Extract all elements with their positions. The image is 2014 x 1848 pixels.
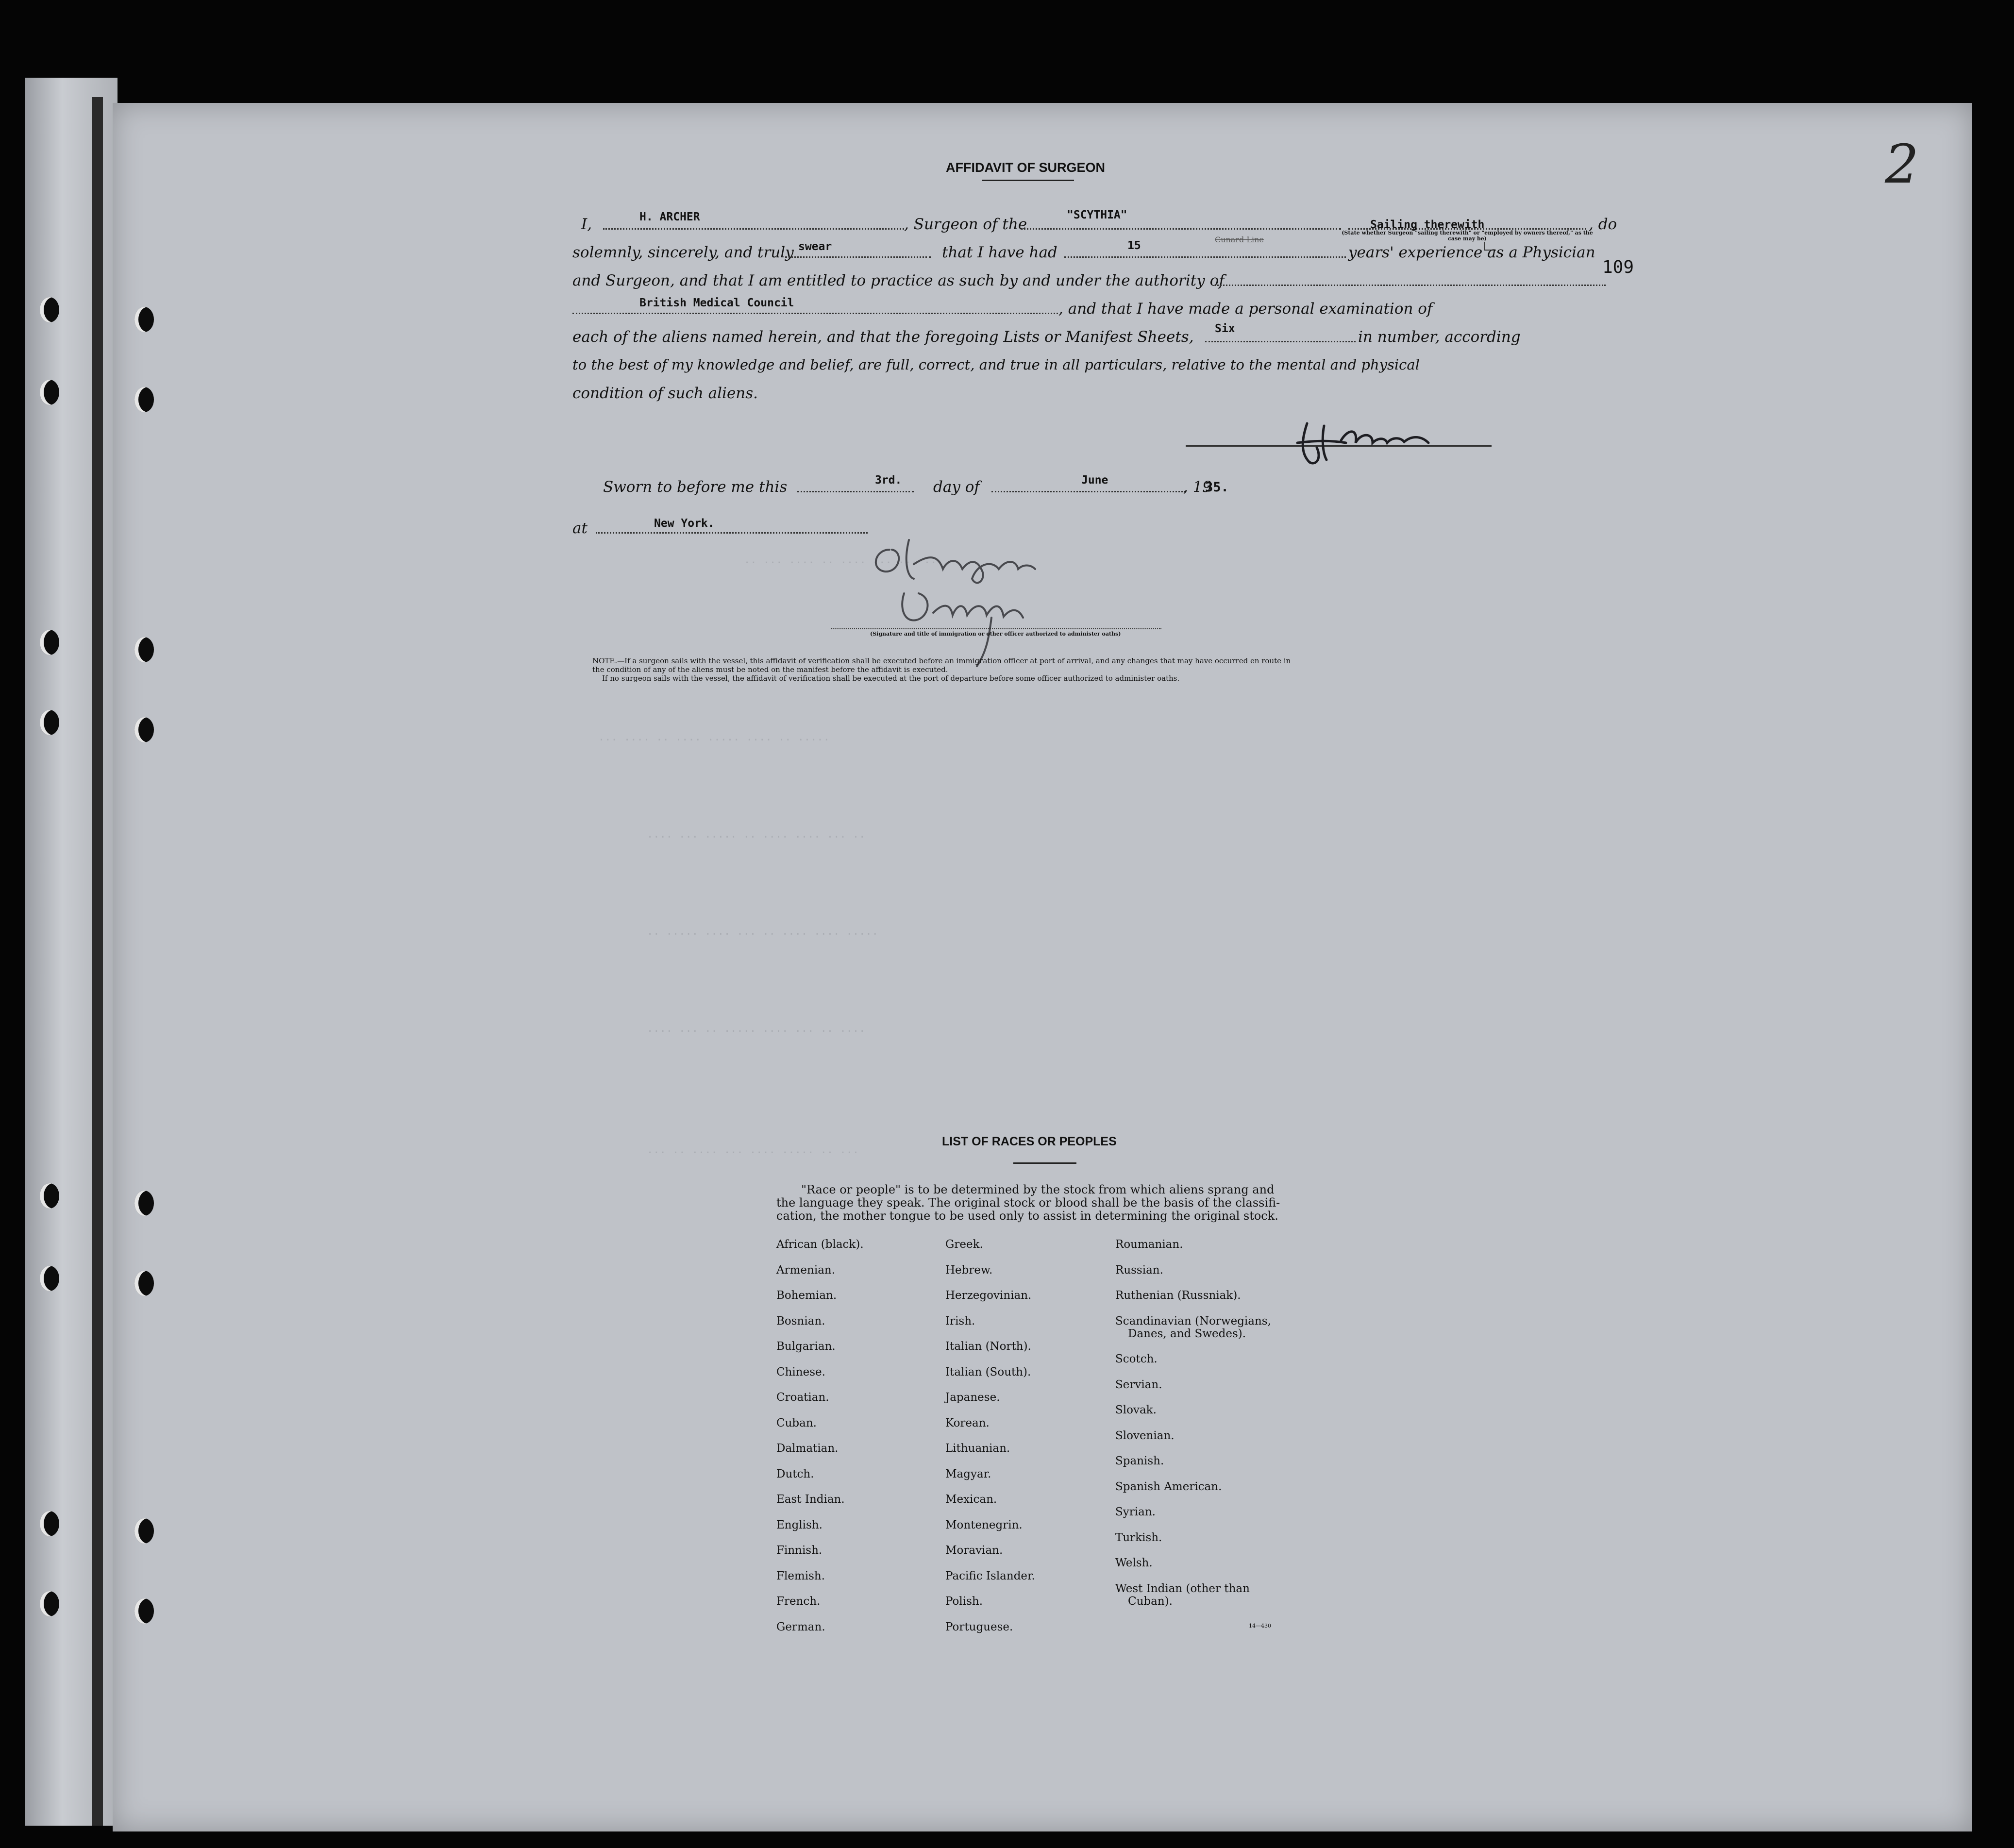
punch-hole	[134, 1191, 154, 1216]
text-and-surgeon: and Surgeon, and that I am entitled to practice as such by and under the authority of	[572, 272, 1225, 289]
bleed-through-text: ·· ····· ···· ··· ·· ···· ···· ·····	[647, 928, 878, 941]
fill-line	[797, 491, 914, 492]
note-line-1: NOTE.—If a surgeon sails with the vessel, this affidavit of verification shall be executed before an immigration officer at port of arrival, and any changes that may have occurred en route in	[592, 656, 1291, 665]
sheet-count: Six	[1215, 322, 1235, 335]
race-item: Spanish American.	[1115, 1480, 1222, 1493]
text-years-exp: years' experience as a Physician	[1348, 244, 1595, 261]
punch-hole	[40, 1266, 59, 1291]
race-item: Bohemian.	[776, 1289, 837, 1302]
fill-line	[1021, 228, 1341, 230]
punch-hole	[134, 387, 154, 412]
fill-line	[1215, 285, 1606, 286]
sailing-status: Sailing therewith	[1370, 218, 1485, 231]
sworn-year: 35.	[1205, 480, 1229, 495]
race-item: Italian (North).	[945, 1340, 1031, 1353]
race-item: Bulgarian.	[776, 1340, 836, 1353]
races-intro-2: the language they speak. The original stock or blood shall be the basis of the classifi-	[776, 1196, 1280, 1210]
authority: British Medical Council	[639, 297, 794, 309]
race-item: Chinese.	[776, 1365, 825, 1378]
text-solemnly: solemnly, sincerely, and truly	[572, 244, 794, 261]
race-item: Welsh.	[1115, 1557, 1153, 1569]
text-in-number: in number, according	[1358, 328, 1521, 346]
race-item: Syrian.	[1115, 1506, 1156, 1518]
punch-hole	[134, 1598, 154, 1624]
sworn-place: New York.	[654, 517, 715, 530]
race-item: Ruthenian (Russniak).	[1115, 1289, 1241, 1302]
punch-hole	[40, 630, 59, 655]
text-year-prefix: , 19	[1183, 478, 1212, 496]
punch-hole	[134, 637, 154, 662]
text-sworn: Sworn to before me this	[603, 478, 788, 496]
oath-type: swear	[798, 240, 832, 253]
race-item: Slovak.	[1115, 1404, 1157, 1416]
race-item: Moravian.	[945, 1544, 1003, 1557]
race-item: Scotch.	[1115, 1353, 1158, 1365]
race-item: Finnish.	[776, 1544, 822, 1557]
races-column-3	[1115, 1238, 1271, 1620]
text-surgeon-of: , Surgeon of the	[904, 216, 1027, 233]
punch-hole	[40, 1183, 59, 1209]
race-item: Scandinavian (Norwegians,	[1115, 1314, 1271, 1327]
note-line-3: If no surgeon sails with the vessel, the affidavit of verification shall be executed at the port of departure before some officer authorized to administer oaths.	[602, 674, 1180, 683]
races-column-1	[776, 1238, 864, 1646]
bleed-through-text: ···· ··· ····· ·· ···· ···· ··· ··	[647, 831, 866, 843]
ship-name: "SCYTHIA"	[1067, 209, 1127, 221]
race-item: Flemish.	[776, 1569, 825, 1582]
fill-line	[1064, 256, 1346, 258]
text-at: at	[572, 520, 587, 537]
bleed-through-text: ··· ·· ···· ··· ···· ····· ·· ···	[647, 1147, 859, 1159]
text-day-of: day of	[933, 478, 980, 496]
text-to-the-best: to the best of my knowledge and belief, are full, correct, and true in all particulars, relative to the mental and physical	[572, 356, 1420, 373]
race-item: Dutch.	[776, 1467, 814, 1480]
race-item: Irish.	[945, 1314, 975, 1327]
race-item: Spanish.	[1115, 1455, 1164, 1467]
race-item: Armenian.	[776, 1263, 836, 1277]
text-personal-exam: , and that I have made a personal examination of	[1058, 300, 1433, 318]
race-item: Croatian.	[776, 1391, 829, 1404]
races-intro-3: cation, the mother tongue to be used only to assist in determining the original stock.	[776, 1209, 1278, 1223]
race-item: Danes, and Swedes).	[1128, 1327, 1246, 1340]
race-item: Portuguese.	[945, 1620, 1013, 1633]
race-item: Magyar.	[945, 1467, 991, 1480]
binder-edge	[92, 97, 103, 1826]
race-item: German.	[776, 1620, 825, 1633]
sailing-note: (State whether Surgeon "sailing therewith" or "employed by owners thereof," as the case may be)	[1342, 230, 1593, 242]
officer-signature-line	[831, 628, 1161, 629]
race-item: Slovenian.	[1115, 1429, 1175, 1442]
race-item: Russian.	[1115, 1263, 1163, 1277]
race-item: Korean.	[945, 1416, 990, 1429]
races-intro-1: "Race or people" is to be determined by the stock from which aliens sprang and	[801, 1183, 1275, 1196]
punch-hole	[134, 717, 154, 742]
years-experience: 15	[1127, 239, 1141, 252]
punch-hole	[40, 1591, 59, 1616]
form-number: 14—430	[1249, 1623, 1271, 1629]
race-item: English.	[776, 1518, 822, 1531]
text-each-alien: each of the aliens named herein, and that the foregoing Lists or Manifest Sheets,	[572, 328, 1194, 346]
note-line-2: the condition of any of the aliens must be noted on the manifest before the affidavit is executed.	[592, 665, 948, 674]
race-item: Herzegovinian.	[945, 1289, 1032, 1302]
fill-line	[572, 313, 1058, 314]
fill-line	[991, 491, 1186, 492]
race-item: Servian.	[1115, 1378, 1162, 1391]
race-item: Greek.	[945, 1238, 983, 1251]
race-item: East Indian.	[776, 1493, 845, 1506]
title-rule	[982, 180, 1074, 181]
race-item: Cuban.	[776, 1416, 817, 1429]
binder-spine	[25, 78, 117, 1826]
document-page	[113, 103, 1972, 1831]
punch-hole	[134, 1518, 154, 1544]
race-item: Polish.	[945, 1595, 983, 1608]
races-title-rule	[1013, 1162, 1076, 1164]
page-number: 109	[1602, 257, 1634, 277]
races-title: LIST OF RACES OR PEOPLES	[942, 1135, 1117, 1148]
race-item: Roumanian.	[1115, 1238, 1183, 1251]
punch-hole	[134, 307, 154, 332]
text-i: I,	[581, 216, 592, 233]
race-item: African (black).	[776, 1238, 864, 1251]
text-condition: condition of such aliens.	[572, 385, 758, 402]
race-item: Turkish.	[1115, 1531, 1162, 1544]
race-item: Japanese.	[945, 1391, 1000, 1404]
fill-line	[603, 228, 904, 230]
race-item: Mexican.	[945, 1493, 997, 1506]
text-do: , do	[1589, 216, 1617, 233]
race-item: Montenegrin.	[945, 1518, 1023, 1531]
bleed-through-text: ···· ··· ·· ····· ···· ··· ·· ····	[647, 1025, 866, 1038]
punch-hole	[40, 710, 59, 735]
struck-text: Cunard Line	[1215, 235, 1264, 244]
bleed-through-text: ··· ···· ·· ···· ····· ···· ·· ·····	[598, 734, 830, 746]
race-item: Cuban).	[1128, 1595, 1173, 1608]
races-column-2	[945, 1238, 1035, 1646]
punch-hole	[40, 380, 59, 405]
race-item: French.	[776, 1595, 821, 1608]
punch-hole	[40, 297, 59, 322]
affidavit-title: AFFIDAVIT OF SURGEON	[946, 160, 1105, 175]
punch-hole	[134, 1271, 154, 1296]
fill-line	[785, 256, 931, 258]
race-item: West Indian (other than	[1115, 1582, 1250, 1595]
race-item: Pacific Islander.	[945, 1569, 1035, 1582]
text-that-i-have-had: that I have had	[942, 244, 1057, 261]
surgeon-signature	[1288, 414, 1448, 467]
punch-hole	[40, 1511, 59, 1536]
fill-line	[1205, 341, 1356, 342]
fill-line	[596, 532, 868, 534]
race-item: Lithuanian.	[945, 1442, 1010, 1455]
officer-caption: (Signature and title of immigration or other officer authorized to administer oaths)	[870, 631, 1121, 637]
race-item: Hebrew.	[945, 1263, 993, 1277]
race-item: Italian (South).	[945, 1365, 1031, 1378]
surgeon-name: H. ARCHER	[639, 211, 700, 223]
race-item: Bosnian.	[776, 1314, 825, 1327]
sworn-day: 3rd.	[875, 474, 902, 487]
bleed-through-text: ·· ··· ···· ·· ···· ··· ··· ···	[744, 557, 943, 569]
corner-mark: 2	[1885, 133, 1919, 195]
race-item: Dalmatian.	[776, 1442, 839, 1455]
sworn-month: June	[1081, 474, 1108, 487]
